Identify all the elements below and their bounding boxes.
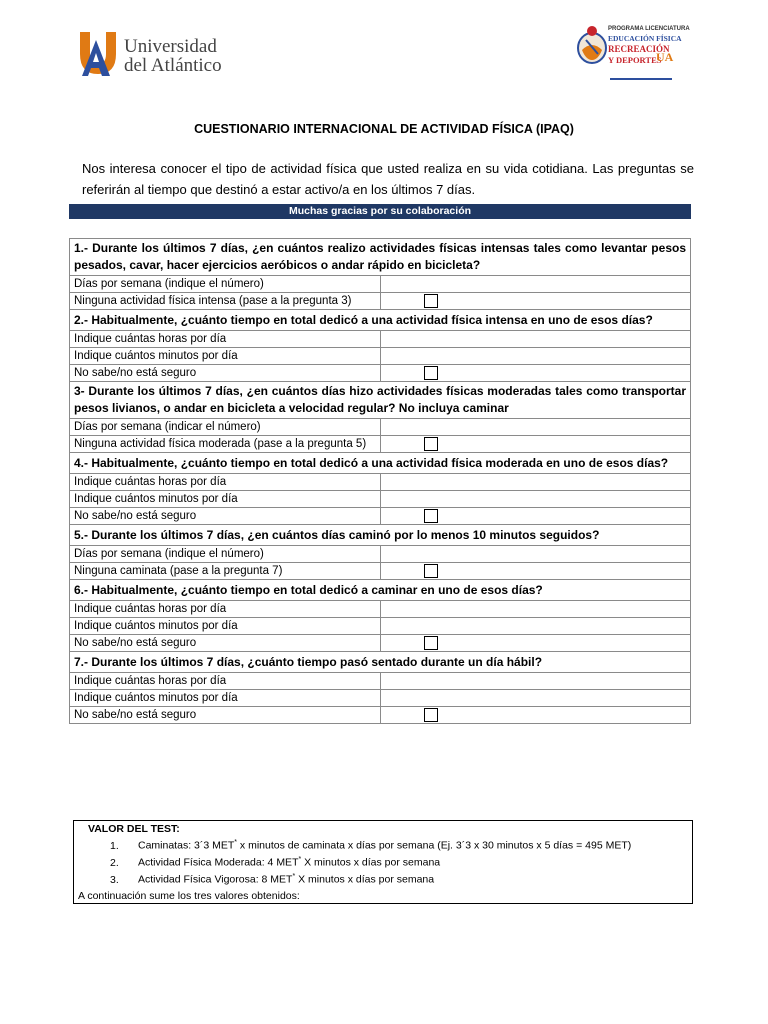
answer-label: Indique cuántas horas por día bbox=[70, 331, 381, 348]
question-row bbox=[70, 453, 691, 474]
test-value-footer: A continuación sume los tres valores obtenidos: bbox=[78, 890, 300, 902]
question-text: 3- Durante los últimos 7 días, ¿en cuántos días hizo actividades físicas moderadas tales como transportar pesos livianos, o andar en bicicleta a velocidad regular? No incluya caminar bbox=[70, 382, 691, 419]
answer-row bbox=[70, 491, 691, 508]
answer-checkbox[interactable] bbox=[424, 509, 438, 523]
answer-checkbox-cell bbox=[380, 365, 691, 382]
question-row bbox=[70, 310, 691, 331]
answer-label: Ninguna caminata (pase a la pregunta 7) bbox=[70, 563, 381, 580]
answer-label: Indique cuántas horas por día bbox=[70, 601, 381, 618]
test-value-item bbox=[110, 839, 631, 852]
test-value-item bbox=[110, 856, 440, 869]
page-title: CUESTIONARIO INTERNACIONAL DE ACTIVIDAD FÍSICA (IPAQ) bbox=[194, 122, 574, 136]
answer-checkbox-cell bbox=[380, 707, 691, 724]
answer-checkbox[interactable] bbox=[424, 437, 438, 451]
answer-row bbox=[70, 690, 691, 707]
answer-row bbox=[70, 546, 691, 563]
item-asterisk: * bbox=[234, 839, 238, 846]
question-row bbox=[70, 525, 691, 546]
intro-text: Nos interesa conocer el tipo de actividad física que usted realiza en su vida cotidiana. Las preguntas se referirán al tiempo que destinó a estar activo/a en los últimos 7 días. bbox=[82, 161, 694, 197]
answer-input-cell[interactable] bbox=[380, 491, 691, 508]
answer-input-cell[interactable] bbox=[380, 419, 691, 436]
question-row bbox=[70, 239, 691, 276]
answer-label: No sabe/no está seguro bbox=[70, 365, 381, 382]
answer-input-cell[interactable] bbox=[380, 673, 691, 690]
answer-input-cell[interactable] bbox=[380, 348, 691, 365]
answer-label: Días por semana (indique el número) bbox=[70, 276, 381, 293]
answer-label: Indique cuántos minutos por día bbox=[70, 348, 381, 365]
answer-input-cell[interactable] bbox=[380, 276, 691, 293]
item-text-rest: X minutos x días por semana bbox=[295, 873, 435, 886]
answer-label: Días por semana (indicar el número) bbox=[70, 419, 381, 436]
answer-input-cell[interactable] bbox=[380, 474, 691, 491]
answer-label: Indique cuántos minutos por día bbox=[70, 690, 381, 707]
answer-label: Indique cuántas horas por día bbox=[70, 474, 381, 491]
question-text: 5.- Durante los últimos 7 días, ¿en cuántos días caminó por lo menos 10 minutos seguidos? bbox=[70, 525, 691, 546]
question-text: 1.- Durante los últimos 7 días, ¿en cuántos realizo actividades físicas intensas tales como levantar pesos pesados, cavar, hacer ejercicios aeróbicos o andar rápido en bicicleta? bbox=[70, 239, 691, 276]
answer-checkbox-cell bbox=[380, 293, 691, 310]
item-asterisk: * bbox=[298, 856, 302, 863]
item-asterisk: * bbox=[292, 873, 296, 880]
item-text: Actividad Física Moderada: 4 MET bbox=[138, 856, 299, 869]
questionnaire-table bbox=[69, 238, 691, 724]
answer-label: No sabe/no está seguro bbox=[70, 707, 381, 724]
answer-row bbox=[70, 331, 691, 348]
answer-input-cell[interactable] bbox=[380, 601, 691, 618]
answer-label: Días por semana (indique el número) bbox=[70, 546, 381, 563]
program-line3: RECREACIÓN bbox=[608, 44, 670, 54]
answer-checkbox-cell bbox=[380, 508, 691, 525]
program-logo bbox=[576, 22, 690, 68]
question-text: 4.- Habitualmente, ¿cuánto tiempo en total dedicó a una actividad física moderada en uno de esos días? bbox=[70, 453, 691, 474]
answer-row bbox=[70, 436, 691, 453]
answer-checkbox-cell bbox=[380, 635, 691, 652]
program-line4: Y DEPORTES bbox=[608, 55, 662, 65]
question-row bbox=[70, 580, 691, 601]
answer-checkbox[interactable] bbox=[424, 636, 438, 650]
answer-checkbox[interactable] bbox=[424, 366, 438, 380]
program-badge: UA bbox=[656, 50, 674, 64]
test-value-item bbox=[110, 873, 434, 886]
answer-checkbox[interactable] bbox=[424, 294, 438, 308]
question-text: 6.- Habitualmente, ¿cuánto tiempo en total dedicó a caminar en uno de esos días? bbox=[70, 580, 691, 601]
question-text: 2.- Habitualmente, ¿cuánto tiempo en total dedicó a una actividad física intensa en uno de esos días? bbox=[70, 310, 691, 331]
answer-input-cell[interactable] bbox=[380, 546, 691, 563]
item-number: 3. bbox=[110, 873, 119, 886]
item-text: Actividad Física Vigorosa: 8 MET bbox=[138, 873, 293, 886]
answer-checkbox-cell bbox=[380, 436, 691, 453]
answer-checkbox[interactable] bbox=[424, 564, 438, 578]
answer-row bbox=[70, 618, 691, 635]
answer-row bbox=[70, 419, 691, 436]
answer-label: Ninguna actividad física intensa (pase a la pregunta 3) bbox=[70, 293, 381, 310]
answer-input-cell[interactable] bbox=[380, 331, 691, 348]
item-number: 2. bbox=[110, 856, 119, 869]
university-name-line1: Universidad bbox=[124, 36, 217, 57]
item-text-rest: X minutos x días por semana bbox=[301, 856, 441, 869]
answer-row bbox=[70, 673, 691, 690]
answer-input-cell[interactable] bbox=[380, 618, 691, 635]
answer-checkbox[interactable] bbox=[424, 708, 438, 722]
answer-row bbox=[70, 474, 691, 491]
item-text: Caminatas: 3´3 MET bbox=[138, 839, 235, 852]
university-logo-mark-icon bbox=[76, 30, 120, 78]
question-row bbox=[70, 382, 691, 419]
program-underline-icon bbox=[610, 78, 672, 81]
answer-row bbox=[70, 508, 691, 525]
answer-row bbox=[70, 601, 691, 618]
answer-label: Ninguna actividad física moderada (pase a la pregunta 5) bbox=[70, 436, 381, 453]
answer-label: Indique cuántos minutos por día bbox=[70, 618, 381, 635]
answer-row bbox=[70, 563, 691, 580]
answer-label: Indique cuántos minutos por día bbox=[70, 491, 381, 508]
item-text-rest: x minutos de caminata x días por semana (Ej. 3´3 x 30 minutos x 5 días = 495 MET) bbox=[237, 839, 632, 852]
program-line2: EDUCACIÓN FÍSICA bbox=[608, 34, 682, 43]
program-line1: PROGRAMA LICENCIATURA bbox=[608, 26, 690, 32]
answer-row bbox=[70, 348, 691, 365]
university-logo bbox=[76, 30, 226, 80]
answer-row bbox=[70, 293, 691, 310]
item-number: 1. bbox=[110, 839, 119, 852]
thanks-banner: Muchas gracias por su colaboración bbox=[69, 204, 691, 219]
answer-row bbox=[70, 707, 691, 724]
answer-label: Indique cuántas horas por día bbox=[70, 673, 381, 690]
question-row bbox=[70, 652, 691, 673]
answer-label: No sabe/no está seguro bbox=[70, 508, 381, 525]
test-value-box bbox=[73, 820, 693, 904]
question-text: 7.- Durante los últimos 7 días, ¿cuánto tiempo pasó sentado durante un día hábil? bbox=[70, 652, 691, 673]
university-name-line2: del Atlántico bbox=[124, 55, 222, 76]
answer-checkbox-cell bbox=[380, 563, 691, 580]
answer-row bbox=[70, 365, 691, 382]
answer-input-cell[interactable] bbox=[380, 690, 691, 707]
program-emblem-icon bbox=[576, 22, 608, 66]
answer-label: No sabe/no está seguro bbox=[70, 635, 381, 652]
answer-row bbox=[70, 635, 691, 652]
test-value-heading: VALOR DEL TEST: bbox=[88, 823, 180, 835]
answer-row bbox=[70, 276, 691, 293]
